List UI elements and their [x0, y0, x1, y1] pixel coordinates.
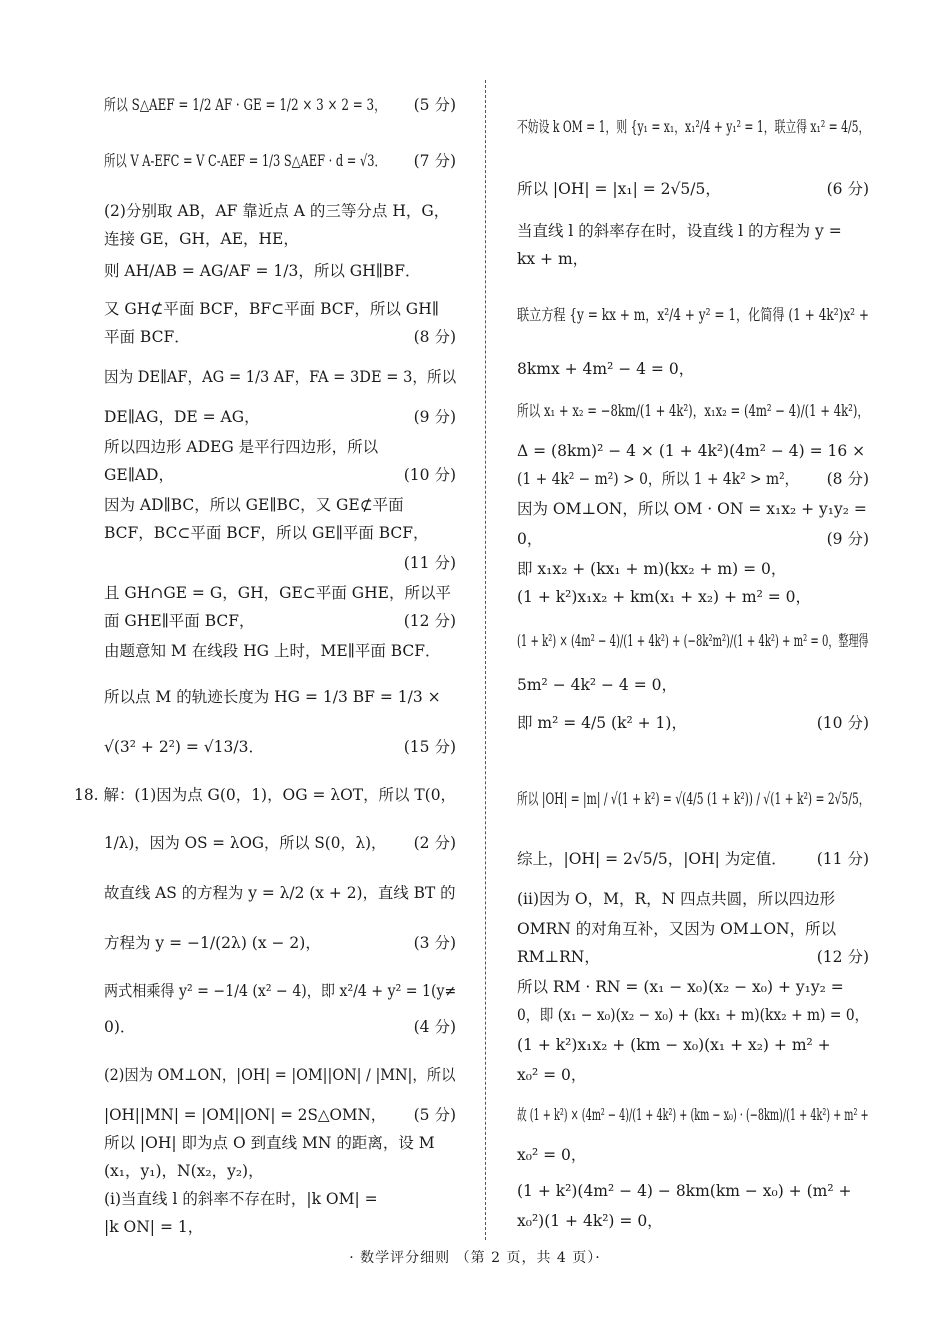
line-text: 故 (1 + k²) × (4m² − 4)/(1 + 4k²) + (km − x₀) · (−8km)/(1 + 4k²) + m² +	[517, 1106, 869, 1124]
line-text: √(3² + 2²) = √13/3．	[104, 738, 264, 756]
line-text: 两式相乘得 y² = −1/4 (x² − 4)，即 x²/4 + y² = 1(y≠	[104, 982, 457, 1000]
line-text: 0)．	[104, 1018, 136, 1036]
line-text: 即 m² = 4/5 (k² + 1)，	[517, 714, 687, 732]
score-label: (7 分)	[413, 152, 456, 170]
line-text: 故直线 AS 的方程为 y = λ/2 (x + 2)，直线 BT 的	[104, 884, 456, 902]
line-text: 当直线 l 的斜率存在时，设直线 l 的方程为 y =	[517, 222, 842, 240]
line-text: kx + m，	[517, 250, 589, 268]
text-line	[517, 558, 869, 580]
text-line	[104, 610, 456, 632]
text-line	[104, 366, 456, 388]
text-line	[517, 440, 869, 462]
line-text: (1 + k²) × (4m² − 4)/(1 + 4k²) + (−8k²m²)/(1 + 4k²) + m² = 0，整理得	[517, 632, 869, 650]
text-line	[517, 630, 869, 652]
text-line	[517, 712, 869, 734]
score-label: (9 分)	[413, 408, 456, 426]
line-text: x₀² = 0，	[517, 1146, 587, 1164]
text-line	[104, 522, 456, 544]
page-footer: · 数学评分细则 （第 2 页，共 4 页）·	[349, 1250, 601, 1266]
line-text: 8kmx + 4m² − 4 = 0，	[517, 360, 695, 378]
line-text: 连接 GE，GH，AE，HE，	[104, 230, 299, 248]
line-text: (1 + 4k² − m²) > 0，所以 1 + 4k² > m²，	[517, 470, 799, 488]
text-line	[517, 1144, 869, 1166]
text-line	[104, 150, 456, 172]
line-text: (x₁，y₁)，N(x₂，y₂)，	[104, 1162, 264, 1180]
text-line	[517, 358, 869, 380]
text-line	[104, 464, 456, 486]
score-label: (15 分)	[403, 738, 456, 756]
text-line	[517, 400, 869, 422]
line-text: 所以 |OH| = |x₁| = 2√5/5，	[517, 180, 721, 198]
line-text: 因为 OM⊥ON，所以 OM · ON = x₁x₂ + y₁y₂ =	[517, 500, 867, 518]
score-label: (5 分)	[413, 96, 456, 114]
text-line	[104, 326, 456, 348]
line-text: BCF，BC⊂平面 BCF，所以 GE∥平面 BCF，	[104, 524, 429, 542]
text-line	[104, 94, 456, 116]
text-line	[517, 1064, 869, 1086]
line-text: (ⅱ)因为 O，M，R，N 四点共圆，所以四边形	[517, 890, 836, 908]
score-label: (10 分)	[816, 714, 869, 732]
line-text: OMRN 的对角互补，又因为 OM⊥ON，所以	[517, 920, 837, 938]
line-text: 18. 解：(1)因为点 G(0，1)，OG = λOT，所以 T(0，	[74, 786, 456, 804]
text-line	[104, 736, 456, 758]
text-line	[104, 552, 456, 574]
line-text: RM⊥RN，	[517, 948, 600, 966]
line-text: 0，即 (x₁ − x₀)(x₂ − x₀) + (kx₁ + m)(kx₂ + m) = 0，	[517, 1006, 869, 1024]
text-line	[517, 468, 869, 490]
score-label: (8 分)	[826, 470, 869, 488]
score-label: (11 分)	[403, 554, 456, 572]
text-line	[104, 1216, 456, 1238]
text-line	[517, 674, 869, 696]
line-text: (ⅰ)当直线 l 的斜率不存在时，|k OM| =	[104, 1190, 378, 1208]
score-label: (2 分)	[413, 834, 456, 852]
score-label: (3 分)	[413, 934, 456, 952]
text-line	[104, 228, 456, 250]
text-line	[104, 686, 456, 708]
text-line	[517, 848, 869, 870]
line-text: (1 + k²)x₁x₂ + (km − x₀)(x₁ + x₂) + m² +	[517, 1036, 831, 1054]
text-line	[104, 200, 456, 222]
text-line	[517, 220, 869, 242]
score-label: (12 分)	[816, 948, 869, 966]
text-line	[104, 832, 456, 854]
text-line	[104, 882, 456, 904]
column-divider	[485, 80, 486, 1240]
line-text: (1 + k²)x₁x₂ + km(x₁ + x₂) + m² = 0，	[517, 588, 812, 606]
line-text: GE∥AD，	[104, 466, 174, 484]
line-text: 所以 |OH| = |m| / √(1 + k²) = √(4/5 (1 + k²)) / √(1 + k²) = 2√5/5，	[517, 790, 870, 808]
text-line	[517, 918, 869, 940]
text-line	[104, 436, 456, 458]
line-text: x₀²)(1 + 4k²) = 0，	[517, 1212, 663, 1230]
score-label: (8 分)	[413, 328, 456, 346]
text-line	[517, 498, 869, 520]
text-line	[104, 932, 456, 954]
line-text: 面 GHE∥平面 BCF，	[104, 612, 255, 630]
text-line	[517, 1004, 869, 1026]
line-text: |OH||MN| = |OM||ON| = 2S△OMN，	[104, 1106, 386, 1124]
line-text: (2)分别取 AB，AF 靠近点 A 的三等分点 H，G，	[104, 202, 450, 220]
text-line	[104, 1188, 456, 1210]
text-line	[104, 582, 456, 604]
text-line	[74, 784, 456, 806]
text-line	[104, 980, 456, 1002]
line-text: 因为 AD∥BC，所以 GE∥BC，又 GE⊄平面	[104, 496, 404, 514]
text-line	[517, 1034, 869, 1056]
text-line	[104, 1132, 456, 1154]
text-line	[517, 528, 869, 550]
line-text: 所以 |OH| 即为点 O 到直线 MN 的距离，设 M	[104, 1134, 435, 1152]
line-text: 综上，|OH| = 2√5/5，|OH| 为定值．	[517, 850, 787, 868]
line-text: 5m² − 4k² − 4 = 0，	[517, 676, 677, 694]
score-label: (11 分)	[816, 850, 869, 868]
line-text: 平面 BCF．	[104, 328, 190, 346]
score-label: (6 分)	[826, 180, 869, 198]
text-line	[104, 1064, 456, 1086]
line-text: 且 GH∩GE = G，GH，GE⊂平面 GHE，所以平	[104, 584, 451, 602]
line-text: 方程为 y = −1/(2λ) (x − 2)，	[104, 934, 321, 952]
score-label: (12 分)	[403, 612, 456, 630]
line-text: Δ = (8km)² − 4 × (1 + 4k²)(4m² − 4) = 16 ×	[517, 442, 866, 460]
text-line	[517, 888, 869, 910]
text-line	[517, 116, 869, 138]
text-line	[517, 788, 869, 810]
text-line	[517, 946, 869, 968]
line-text: 所以 S△AEF = 1/2 AF · GE = 1/2 × 3 × 2 = 3，	[104, 96, 387, 114]
line-text: |k ON| = 1，	[104, 1218, 204, 1236]
line-text: 因为 DE∥AF，AG = 1/3 AF，FA = 3DE = 3，所以	[104, 368, 457, 386]
text-line	[104, 1160, 456, 1182]
score-label: (4 分)	[413, 1018, 456, 1036]
line-text: 所以四边形 ADEG 是平行四边形，所以	[104, 438, 379, 456]
text-line	[517, 1210, 869, 1232]
line-text: 又 GH⊄平面 BCF，BF⊂平面 BCF，所以 GH∥	[104, 300, 439, 318]
text-line	[104, 1016, 456, 1038]
line-text: 所以 x₁ + x₂ = −8km/(1 + 4k²)，x₁x₂ = (4m² − 4)/(1 + 4k²)，	[517, 402, 870, 420]
text-line	[517, 976, 869, 998]
text-line	[104, 640, 456, 662]
line-text: 联立方程 {y = kx + m，x²/4 + y² = 1，化简得 (1 + 4k²)x² +	[517, 306, 870, 324]
line-text: 所以 V A-EFC = V C-AEF = 1/3 S△AEF · d = √3．	[104, 152, 386, 170]
line-text: 不妨设 k OM = 1，则 {y₁ = x₁，x₁²/4 + y₁² = 1，联立得 x₁² = 4/5，	[517, 118, 870, 136]
text-line	[104, 406, 456, 428]
line-text: 所以 RM · RN = (x₁ − x₀)(x₂ − x₀) + y₁y₂ =	[517, 978, 844, 996]
text-line	[517, 248, 869, 270]
line-text: 1/λ)，因为 OS = λOG，所以 S(0，λ)，	[104, 834, 387, 852]
line-text: (2)因为 OM⊥ON，|OH| = |OM||ON| / |MN|，所以	[104, 1066, 456, 1084]
score-label: (5 分)	[413, 1106, 456, 1124]
line-text: 则 AH/AB = AG/AF = 1/3，所以 GH∥BF．	[104, 262, 421, 280]
text-line	[104, 494, 456, 516]
line-text: 所以点 M 的轨迹长度为 HG = 1/3 BF = 1/3 ×	[104, 688, 441, 706]
text-line	[517, 178, 869, 200]
line-text: DE∥AG，DE = AG，	[104, 408, 260, 426]
text-line	[517, 586, 869, 608]
text-line	[104, 1104, 456, 1126]
line-text: (1 + k²)(4m² − 4) − 8km(km − x₀) + (m² +	[517, 1182, 852, 1200]
text-line	[517, 1104, 869, 1126]
text-line	[104, 260, 456, 282]
line-text: 0，	[517, 530, 543, 548]
line-text: 由题意知 M 在线段 HG 上时，ME∥平面 BCF．	[104, 642, 441, 660]
text-line	[104, 298, 456, 320]
score-label: (10 分)	[403, 466, 456, 484]
score-label: (9 分)	[826, 530, 869, 548]
text-line	[517, 1180, 869, 1202]
text-line	[517, 304, 869, 326]
line-text: 即 x₁x₂ + (kx₁ + m)(kx₂ + m) = 0，	[517, 560, 787, 578]
line-text: x₀² = 0，	[517, 1066, 587, 1084]
